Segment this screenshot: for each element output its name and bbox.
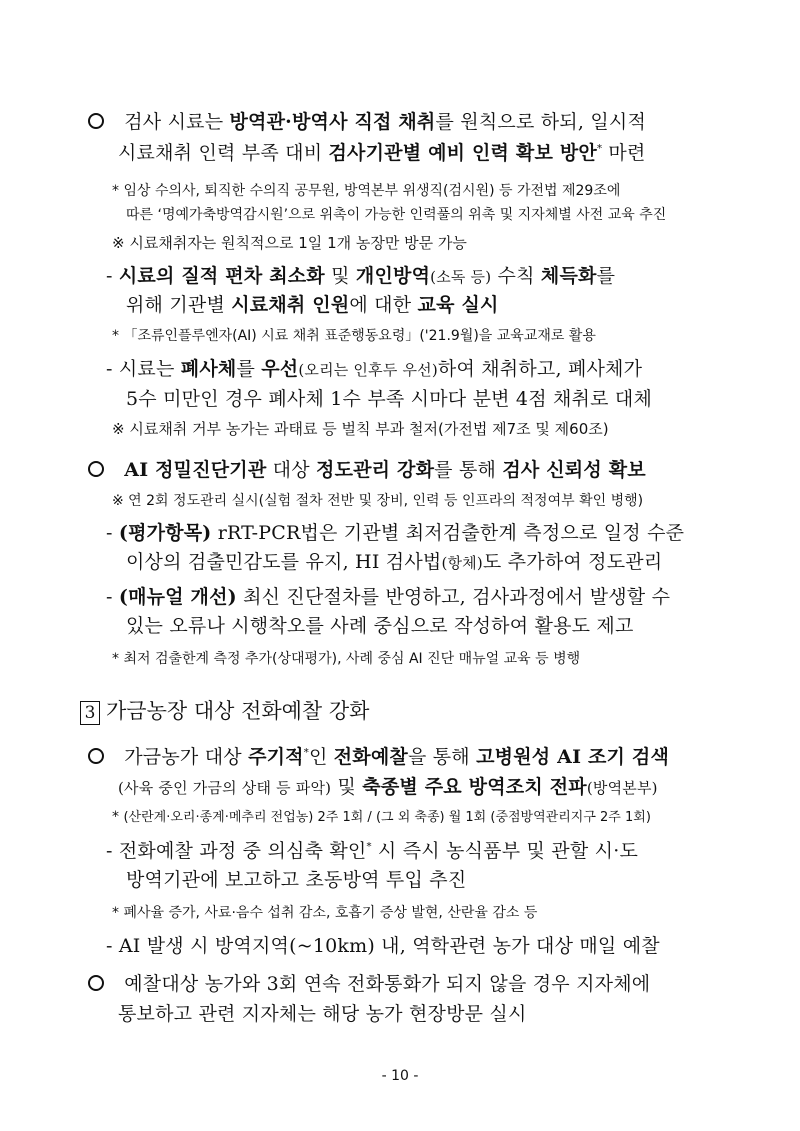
dash-line: - (평가항목) rRT-PCR법은 기관별 최저검출한계 측정으로 일정 수준 [106,522,685,544]
bullet-line: 검사 시료는 방역관·방역사 직접 채취를 원칙으로 하되, 일시적 [88,107,646,134]
text-line: 시료채취 인력 부족 대비 검사기관별 예비 인력 확보 방안* 마련 [118,142,646,164]
circle-bullet-icon [88,748,104,764]
bullet-line: AI 정밀진단기관 대상 정도관리 강화를 통해 검사 신뢰성 확보 [88,455,646,482]
dash-line: - 전화예찰 과정 중 의심축 확인* 시 즉시 농식품부 및 관할 시·도 [106,840,638,862]
asterisk-mark: * [112,183,124,199]
footnote: * 임상 수의사, 퇴직한 수의직 공무원, 방역본부 위생직(검시원) 등 가전법 제29조에 [112,183,621,199]
section-number-box: 3 [80,701,100,725]
dash-line: - 시료의 질적 편차 최소화 및 개인방역(소독 등) 수칙 체득화를 [106,265,616,287]
text-line: 5수 미만인 경우 폐사체 1수 부족 시마다 분변 4점 채취로 대체 [126,388,653,410]
footnote: * 최저 검출한계 측정 추가(상대평가), 사례 중심 AI 진단 매뉴얼 교육 등 병행 [112,651,581,667]
dash-line: - (매뉴얼 개선) 최신 진단절차를 반영하고, 검사과정에서 발생할 수 [106,586,671,608]
page-number: - 10 - [381,1068,419,1084]
text-line: (사육 중인 가금의 상태 등 파악) 및 축종별 주요 방역조치 전파(방역본부) [118,776,658,798]
bullet-line: 예찰대상 농가와 3회 연속 전화통화가 되지 않을 경우 지자체에 [88,969,650,996]
reference-note: ※ 시료채취 거부 농가는 과태료 등 벌칙 부과 철저(가전법 제7조 및 제60조) [112,420,609,438]
footnote: * 「조류인플루엔자(AI) 시료 채취 표준행동요령」('21.9월)을 교육교재로 활용 [112,328,596,344]
footnote: * (산란계·오리·종계·메추리 전업농) 2주 1회 / (그 외 축종) 월 1회 (중점방역관리지구 2주 1회) [112,809,651,825]
text-line: 위해 기관별 시료채취 인원에 대한 교육 실시 [126,294,499,316]
footnote: 따른 ‘명예가축방역감시원’으로 위촉이 가능한 인력풀의 위촉 및 지자체별 사전 교육 추진 [126,207,667,223]
reference-note: ※ 시료채취자는 원칙적으로 1일 1개 농장만 방문 가능 [112,234,467,252]
text-line: 통보하고 관련 지자체는 해당 농가 현장방문 실시 [118,1003,527,1025]
reference-note: ※ 연 2회 정도관리 실시(실험 절차 전반 및 장비, 인력 등 인프라의 적정여부 확인 병행) [112,493,644,509]
circle-bullet-icon [88,975,104,991]
circle-bullet-icon [88,113,104,129]
bullet-line: 가금농가 대상 주기적*인 전화예찰을 통해 고병원성 AI 조기 검색 [88,742,669,769]
section-heading: 3 가금농장 대상 전화예찰 강화 [80,695,369,725]
footnote: * 폐사율 증가, 사료·음수 섭취 감소, 호흡기 증상 발현, 산란율 감소 등 [112,905,538,921]
text-line: 있는 오류나 시행착오를 사례 중심으로 작성하여 활용도 제고 [126,615,634,637]
dash-line: - AI 발생 시 방역지역(~10km) 내, 역학관련 농가 대상 매일 예찰 [106,935,660,957]
circle-bullet-icon [88,461,104,477]
dash-line: - 시료는 폐사체를 우선(오리는 인후두 우선)하여 채취하고, 폐사체가 [106,358,643,380]
text-line: 이상의 검출민감도를 유지, HI 검사법(항체)도 추가하여 정도관리 [126,551,663,573]
text-line: 방역기관에 보고하고 초동방역 투입 추진 [126,869,467,891]
